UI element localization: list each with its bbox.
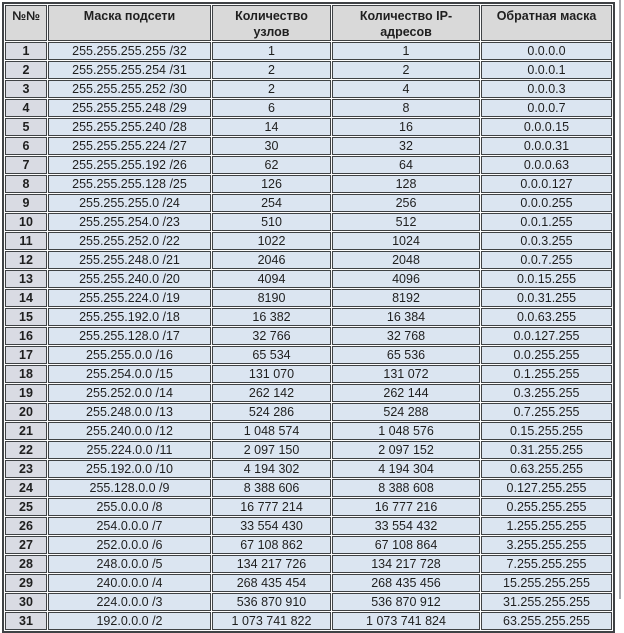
wildcard-mask-cell: 0.0.0.127 [481, 175, 612, 193]
ip-count-cell: 4 [332, 80, 480, 98]
subnet-mask-cell: 255.255.255.192 /26 [48, 156, 211, 174]
subnet-mask-cell: 255.128.0.0 /9 [48, 479, 211, 497]
subnet-mask-cell: 255.255.240.0 /20 [48, 270, 211, 288]
row-number-cell: 11 [5, 232, 47, 250]
column-header-label: Маска подсети [83, 9, 176, 23]
column-header-row-number [5, 5, 47, 41]
host-count-cell: 62 [212, 156, 331, 174]
ip-count-cell: 1 073 741 824 [332, 612, 480, 630]
subnet-mask-cell: 255.240.0.0 /12 [48, 422, 211, 440]
ip-count-cell: 1 [332, 42, 480, 60]
table-row [5, 232, 612, 250]
wildcard-mask-cell: 0.0.0.15 [481, 118, 612, 136]
table-row [5, 308, 612, 326]
row-number-cell: 4 [5, 99, 47, 117]
subnet-mask-cell: 255.255.255.248 /29 [48, 99, 211, 117]
host-count-cell: 16 777 214 [212, 498, 331, 516]
host-count-cell: 262 142 [212, 384, 331, 402]
row-number-cell: 26 [5, 517, 47, 535]
table-row [5, 346, 612, 364]
subnet-mask-cell: 255.255.252.0 /22 [48, 232, 211, 250]
ip-count-cell: 64 [332, 156, 480, 174]
subnet-mask-cell: 255.255.254.0 /23 [48, 213, 211, 231]
column-header-wildcard-mask [481, 5, 612, 41]
host-count-cell: 131 070 [212, 365, 331, 383]
wildcard-mask-cell: 63.255.255.255 [481, 612, 612, 630]
subnet-mask-cell: 255.192.0.0 /10 [48, 460, 211, 478]
wildcard-mask-cell: 0.0.31.255 [481, 289, 612, 307]
host-count-cell: 4 194 302 [212, 460, 331, 478]
row-number-cell: 29 [5, 574, 47, 592]
subnet-mask-cell: 255.255.255.128 /25 [48, 175, 211, 193]
table-row [5, 99, 612, 117]
column-header-ip-count [332, 5, 480, 41]
ip-count-cell: 4096 [332, 270, 480, 288]
row-number-cell: 30 [5, 593, 47, 611]
row-number-cell: 24 [5, 479, 47, 497]
subnet-mask-cell: 255.255.192.0 /18 [48, 308, 211, 326]
subnet-mask-cell: 255.255.255.255 /32 [48, 42, 211, 60]
ip-count-cell: 16 [332, 118, 480, 136]
row-number-cell: 19 [5, 384, 47, 402]
wildcard-mask-cell: 0.63.255.255 [481, 460, 612, 478]
host-count-cell: 510 [212, 213, 331, 231]
subnet-mask-cell: 255.255.255.254 /31 [48, 61, 211, 79]
host-count-cell: 2 [212, 80, 331, 98]
ip-count-cell: 1024 [332, 232, 480, 250]
subnet-mask-cell: 255.255.248.0 /21 [48, 251, 211, 269]
row-number-cell: 22 [5, 441, 47, 459]
table-row [5, 289, 612, 307]
ip-count-cell: 16 777 216 [332, 498, 480, 516]
row-number-cell: 6 [5, 137, 47, 155]
wildcard-mask-cell: 0.0.0.3 [481, 80, 612, 98]
table-row [5, 137, 612, 155]
table-row [5, 118, 612, 136]
subnet-mask-cell: 255.224.0.0 /11 [48, 441, 211, 459]
table-row [5, 460, 612, 478]
table-row [5, 175, 612, 193]
ip-count-cell: 8 [332, 99, 480, 117]
host-count-cell: 1 048 574 [212, 422, 331, 440]
wildcard-mask-cell: 0.0.15.255 [481, 270, 612, 288]
subnet-mask-cell: 252.0.0.0 /6 [48, 536, 211, 554]
subnet-mask-cell: 255.255.0.0 /16 [48, 346, 211, 364]
ip-count-cell: 128 [332, 175, 480, 193]
subnet-mask-cell: 255.255.224.0 /19 [48, 289, 211, 307]
wildcard-mask-cell: 0.0.0.31 [481, 137, 612, 155]
host-count-cell: 1 073 741 822 [212, 612, 331, 630]
row-number-cell: 9 [5, 194, 47, 212]
table-row [5, 42, 612, 60]
table-row [5, 213, 612, 231]
ip-count-cell: 32 768 [332, 327, 480, 345]
wildcard-mask-cell: 0.0.0.1 [481, 61, 612, 79]
subnet-mask-cell: 255.255.255.0 /24 [48, 194, 211, 212]
row-number-cell: 18 [5, 365, 47, 383]
wildcard-mask-cell: 0.0.127.255 [481, 327, 612, 345]
table-row [5, 593, 612, 611]
table-row [5, 80, 612, 98]
subnet-mask-cell: 255.254.0.0 /15 [48, 365, 211, 383]
wildcard-mask-cell: 0.31.255.255 [481, 441, 612, 459]
table-row [5, 555, 612, 573]
wildcard-mask-cell: 0.0.255.255 [481, 346, 612, 364]
host-count-cell: 536 870 910 [212, 593, 331, 611]
ip-count-cell: 65 536 [332, 346, 480, 364]
row-number-cell: 7 [5, 156, 47, 174]
row-number-cell: 8 [5, 175, 47, 193]
ip-count-cell: 8 388 608 [332, 479, 480, 497]
host-count-cell: 67 108 862 [212, 536, 331, 554]
ip-count-cell: 268 435 456 [332, 574, 480, 592]
ip-count-cell: 16 384 [332, 308, 480, 326]
subnet-mask-table [2, 2, 615, 633]
host-count-cell: 134 217 726 [212, 555, 331, 573]
host-count-cell: 126 [212, 175, 331, 193]
wildcard-mask-cell: 3.255.255.255 [481, 536, 612, 554]
ip-count-cell: 536 870 912 [332, 593, 480, 611]
table-row [5, 612, 612, 630]
host-count-cell: 8190 [212, 289, 331, 307]
wildcard-mask-cell: 0.0.1.255 [481, 213, 612, 231]
ip-count-cell: 1 048 576 [332, 422, 480, 440]
row-number-cell: 25 [5, 498, 47, 516]
ip-count-cell: 33 554 432 [332, 517, 480, 535]
table-row [5, 384, 612, 402]
wildcard-mask-cell: 0.0.0.255 [481, 194, 612, 212]
subnet-mask-cell: 224.0.0.0 /3 [48, 593, 211, 611]
wildcard-mask-cell: 0.3.255.255 [481, 384, 612, 402]
table-row [5, 194, 612, 212]
column-header-label: Количество IP-адресов [359, 9, 453, 39]
row-number-cell: 15 [5, 308, 47, 326]
subnet-mask-cell: 255.252.0.0 /14 [48, 384, 211, 402]
ip-count-cell: 262 144 [332, 384, 480, 402]
host-count-cell: 4094 [212, 270, 331, 288]
row-number-cell: 10 [5, 213, 47, 231]
header-row [5, 5, 612, 41]
wildcard-mask-cell: 0.1.255.255 [481, 365, 612, 383]
host-count-cell: 33 554 430 [212, 517, 331, 535]
host-count-cell: 254 [212, 194, 331, 212]
host-count-cell: 65 534 [212, 346, 331, 364]
host-count-cell: 2 097 150 [212, 441, 331, 459]
host-count-cell: 30 [212, 137, 331, 155]
host-count-cell: 8 388 606 [212, 479, 331, 497]
host-count-cell: 2046 [212, 251, 331, 269]
ip-count-cell: 2 [332, 61, 480, 79]
table-row [5, 536, 612, 554]
subnet-mask-cell: 255.255.255.224 /27 [48, 137, 211, 155]
row-number-cell: 14 [5, 289, 47, 307]
host-count-cell: 2 [212, 61, 331, 79]
wildcard-mask-cell: 0.0.63.255 [481, 308, 612, 326]
row-number-cell: 13 [5, 270, 47, 288]
subnet-mask-cell: 240.0.0.0 /4 [48, 574, 211, 592]
table-row [5, 517, 612, 535]
host-count-cell: 16 382 [212, 308, 331, 326]
host-count-cell: 14 [212, 118, 331, 136]
wildcard-mask-cell: 1.255.255.255 [481, 517, 612, 535]
subnet-mask-cell: 254.0.0.0 /7 [48, 517, 211, 535]
ip-count-cell: 2 097 152 [332, 441, 480, 459]
ip-count-cell: 131 072 [332, 365, 480, 383]
wildcard-mask-cell: 0.0.3.255 [481, 232, 612, 250]
ip-count-cell: 256 [332, 194, 480, 212]
row-number-cell: 2 [5, 61, 47, 79]
ip-count-cell: 4 194 304 [332, 460, 480, 478]
column-header-label: Обратная маска [496, 9, 597, 23]
wildcard-mask-cell: 0.7.255.255 [481, 403, 612, 421]
ip-count-cell: 524 288 [332, 403, 480, 421]
row-number-cell: 23 [5, 460, 47, 478]
row-number-cell: 17 [5, 346, 47, 364]
wildcard-mask-cell: 0.15.255.255 [481, 422, 612, 440]
subnet-mask-cell: 255.255.128.0 /17 [48, 327, 211, 345]
table-row [5, 327, 612, 345]
subnet-mask-cell: 255.248.0.0 /13 [48, 403, 211, 421]
row-number-cell: 27 [5, 536, 47, 554]
wildcard-mask-cell: 0.127.255.255 [481, 479, 612, 497]
column-header-host-count [212, 5, 331, 41]
wildcard-mask-cell: 0.255.255.255 [481, 498, 612, 516]
row-number-cell: 3 [5, 80, 47, 98]
table-row [5, 156, 612, 174]
ip-count-cell: 32 [332, 137, 480, 155]
subnet-mask-cell: 255.0.0.0 /8 [48, 498, 211, 516]
table-body [5, 42, 612, 630]
ip-count-cell: 67 108 864 [332, 536, 480, 554]
subnet-mask-cell: 255.255.255.252 /30 [48, 80, 211, 98]
table-row [5, 574, 612, 592]
host-count-cell: 1022 [212, 232, 331, 250]
right-edge-line [619, 0, 621, 599]
host-count-cell: 524 286 [212, 403, 331, 421]
row-number-cell: 5 [5, 118, 47, 136]
row-number-cell: 1 [5, 42, 47, 60]
wildcard-mask-cell: 15.255.255.255 [481, 574, 612, 592]
table-row [5, 365, 612, 383]
column-header-subnet-mask [48, 5, 211, 41]
table-row [5, 479, 612, 497]
column-header-label: Количество узлов [235, 9, 308, 39]
ip-count-cell: 512 [332, 213, 480, 231]
wildcard-mask-cell: 0.0.0.7 [481, 99, 612, 117]
host-count-cell: 32 766 [212, 327, 331, 345]
wildcard-mask-cell: 31.255.255.255 [481, 593, 612, 611]
subnet-mask-cell: 192.0.0.0 /2 [48, 612, 211, 630]
row-number-cell: 31 [5, 612, 47, 630]
row-number-cell: 20 [5, 403, 47, 421]
ip-count-cell: 8192 [332, 289, 480, 307]
column-header-label: №№ [12, 9, 40, 23]
wildcard-mask-cell: 0.0.0.0 [481, 42, 612, 60]
row-number-cell: 21 [5, 422, 47, 440]
table-row [5, 422, 612, 440]
table-row [5, 403, 612, 421]
ip-count-cell: 134 217 728 [332, 555, 480, 573]
host-count-cell: 268 435 454 [212, 574, 331, 592]
wildcard-mask-cell: 7.255.255.255 [481, 555, 612, 573]
row-number-cell: 12 [5, 251, 47, 269]
host-count-cell: 1 [212, 42, 331, 60]
ip-count-cell: 2048 [332, 251, 480, 269]
table-row [5, 498, 612, 516]
host-count-cell: 6 [212, 99, 331, 117]
table-row [5, 251, 612, 269]
row-number-cell: 16 [5, 327, 47, 345]
subnet-mask-cell: 248.0.0.0 /5 [48, 555, 211, 573]
subnet-mask-cell: 255.255.255.240 /28 [48, 118, 211, 136]
wildcard-mask-cell: 0.0.0.63 [481, 156, 612, 174]
table-row [5, 61, 612, 79]
table-row [5, 270, 612, 288]
wildcard-mask-cell: 0.0.7.255 [481, 251, 612, 269]
table-row [5, 441, 612, 459]
row-number-cell: 28 [5, 555, 47, 573]
